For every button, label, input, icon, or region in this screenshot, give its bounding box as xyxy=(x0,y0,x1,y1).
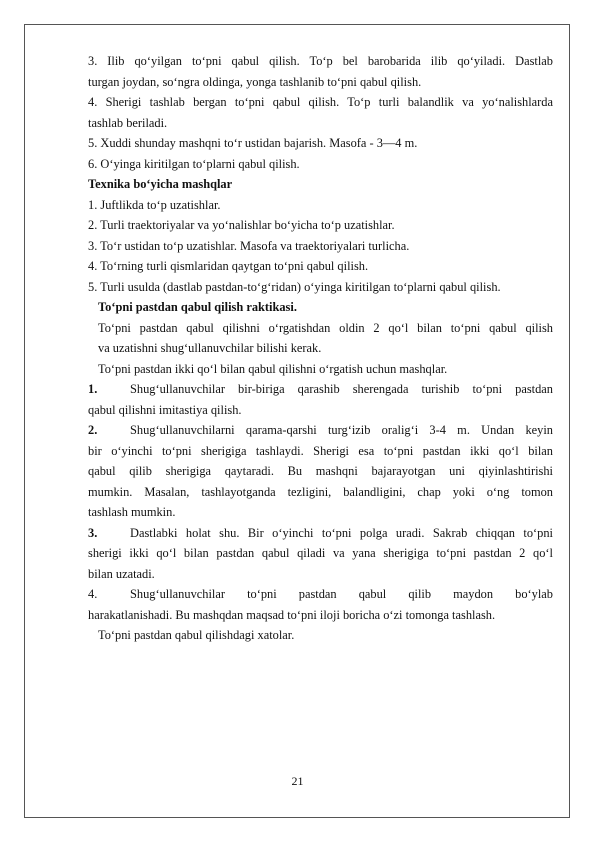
section-heading: Texnika bo‘yicha mashqlar xyxy=(88,177,233,191)
text-line: 3. Ilib qo‘yilgan to‘pni qabul qilish. To‘p bel barobarida ilib qo‘yiladi. Dastlab xyxy=(88,54,553,68)
list-item: 5. Turli usulda (dastlab pastdan-to‘g‘ridan) o‘yinga kiritilgan to‘plarni qabul qilish. xyxy=(88,279,501,294)
text-line: 5. Xuddi shunday mashqni to‘r ustidan bajarish. Masofa - 3—4 m. xyxy=(88,136,418,150)
text-line: To‘pni pastdan ikki qo‘l bilan qabul qilishni o‘rgatish uchun mashqlar. xyxy=(98,361,448,376)
item-number: 1. xyxy=(88,382,98,396)
text-line: To‘pni pastdan qabul qilishdagi xatolar. xyxy=(98,628,295,642)
text-line: bilan uzatadi. xyxy=(88,566,155,581)
text-line: qabul qilib sherigiga qaytaradi. Bu mashqni bajarayotgan uni qiyinlashtirishi xyxy=(88,464,553,478)
subsection-heading: To‘pni pastdan qabul qilish raktikasi. xyxy=(98,300,297,314)
numbered-item-2: 2. Shug‘ullanuvchilarni qarama-qarshi turg‘izib oralig‘i 3-4 m. Undan keyin xyxy=(88,420,553,441)
text-line: mumkin. Masalan, tashlayotganda tezligini, balandligini, chap yoki o‘ng tomon xyxy=(88,484,553,499)
text-line: tashlash mumkin. xyxy=(88,505,176,519)
list-item: 1. Juftlikda to‘p uzatishlar. xyxy=(88,197,221,212)
text-line: qabul qilishni imitastiya qilish. xyxy=(88,402,242,417)
item-number: 4. xyxy=(88,587,98,601)
text-line: To‘pni pastdan qabul qilishni o‘rgatishdan oldin 2 qo‘l bilan to‘pni qabul qilish xyxy=(98,320,553,335)
list-item: 2. Turli traektoriyalar va yo‘nalishlar bo‘yicha to‘p uzatishlar. xyxy=(88,218,395,232)
text-line: va uzatishni shug‘ullanuvchilar bilishi kerak. xyxy=(98,341,322,355)
numbered-item-1: 1. Shug‘ullanuvchilar bir-biriga qarashib sherengada turishib to‘pni pastdan xyxy=(88,379,553,400)
numbered-item-4: 4. Shug‘ullanuvchilar to‘pni pastdan qabul qilib maydon bo‘ylab xyxy=(88,584,553,605)
item-number: 2. xyxy=(88,423,98,437)
page-number: 21 xyxy=(291,774,304,788)
item-number: 3. xyxy=(88,525,98,540)
text-line: turgan joydan, so‘ngra oldinga, yonga tashlanib to‘pni qabul qilish. xyxy=(88,74,422,89)
text-line: 6. O‘yinga kiritilgan to‘plarni qabul qilish. xyxy=(88,156,300,171)
text-line: sherigi ikki qo‘l bilan pastdan qabul qiladi va yana sherigiga to‘pni pastdan 2 qo‘l xyxy=(88,546,553,560)
text-line: harakatlanishadi. Bu mashqdan maqsad to‘pni iloji boricha o‘zi tomonga tashlash. xyxy=(88,607,496,622)
text-line: tashlab beriladi. xyxy=(88,115,168,130)
text-line: 4. Sherigi tashlab bergan to‘pni qabul qilish. To‘p turli balandlik va yo‘nalishlarda xyxy=(88,95,553,109)
page-body xyxy=(88,51,553,646)
text-line: bir o‘yinchi to‘pni sherigiga tashlaydi. Sherigi esa to‘pni pastdan ikki qo‘l bilan xyxy=(88,443,553,458)
numbered-item-3: 3. Dastlabki holat shu. Bir o‘yinchi to‘pni polga uradi. Sakrab chiqqan to‘pni xyxy=(88,523,553,544)
list-item: 3. To‘r ustidan to‘p uzatishlar. Masofa va traektoriyalari turlicha. xyxy=(88,238,410,253)
list-item: 4. To‘rning turli qismlaridan qaytgan to‘pni qabul qilish. xyxy=(88,259,369,273)
